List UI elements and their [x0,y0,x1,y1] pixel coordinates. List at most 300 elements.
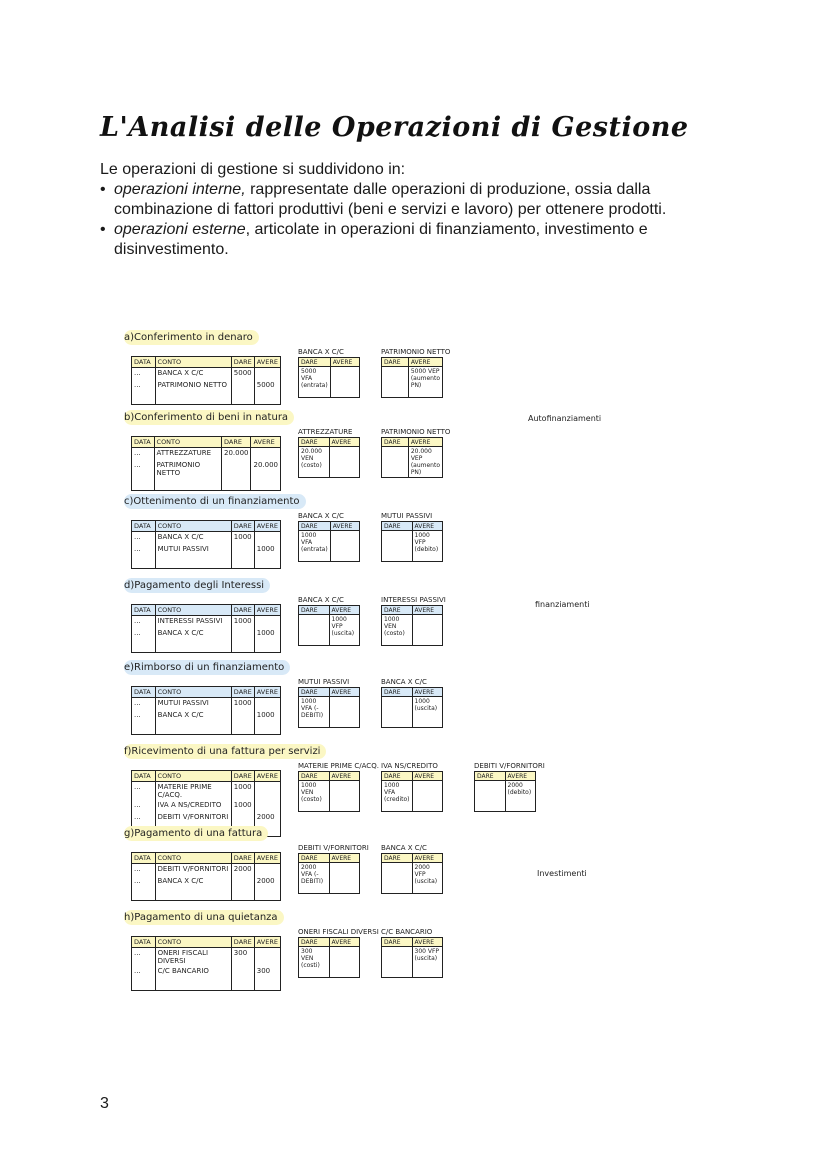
journal-cell: ONERI FISCALI DIVERSI [155,948,231,967]
page-number: 3 [100,1095,109,1112]
side-label: finanziamenti [535,600,590,609]
journal-header-cell: DATA [132,853,156,864]
t-account-avere-value [329,781,360,812]
journal-row [132,710,281,722]
journal-cell [155,392,231,405]
journal-cell: 1000 [254,710,280,722]
t-account-dare-label: DARE [475,772,506,781]
journal-row [132,392,281,405]
t-account-header [299,522,360,531]
journal-cell [254,888,280,901]
journal-table [131,604,281,653]
journal-cell [155,722,231,735]
journal-header-cell: AVERE [254,605,280,616]
t-account-dare-label: DARE [299,938,330,947]
journal-cell: ... [132,380,156,392]
journal-cell: ... [132,800,156,812]
t-account [381,678,443,728]
journal-cell: ... [132,710,156,722]
t-account-name: DEBITI V/FORNITORI [298,844,369,852]
journal-row [132,800,281,812]
section-title: f)Ricevimento di una fattura per servizi [124,744,326,759]
t-account-dare-label: DARE [382,938,413,947]
journal-header-cell: DARE [231,521,254,532]
journal-cell: 1000 [231,532,254,545]
section-title: h)Pagamento di una quietanza [124,910,284,925]
journal-cell: 1000 [231,800,254,812]
t-account-table [381,605,443,646]
journal-row [132,782,281,801]
t-account-avere-label: AVERE [329,438,360,447]
t-account-avere-value [329,863,360,894]
journal-cell: ... [132,782,156,801]
t-account-avere-label: AVERE [329,772,360,781]
bullet-list [100,180,740,260]
t-account-header [299,772,360,781]
t-account-avere-label: AVERE [408,438,442,447]
bullet-emphasis: operazioni interne, [114,181,246,198]
bullet-item [100,220,740,260]
t-account [298,348,360,398]
t-account-avere-label: AVERE [412,772,443,781]
t-account-table [381,771,443,812]
journal-header-row [132,521,281,532]
t-account-dare-value: 1000 VFA (credito) [384,782,410,803]
journal-cell: MATERIE PRIME C/ACQ. [155,782,231,801]
journal-cell [221,460,251,478]
journal-cell: DEBITI V/FORNITORI [155,864,231,877]
journal-header-cell: AVERE [254,937,280,948]
t-account-body [299,947,360,978]
t-account-dare-label: DARE [382,688,413,697]
journal-cell [254,368,280,381]
journal-header-cell: CONTO [155,687,231,698]
t-account-body [299,863,360,894]
t-account-header [382,772,443,781]
journal-cell: PATRIMONIO NETTO [155,380,231,392]
section-title: e)Rimborso di un finanziamento [124,660,290,675]
journal-header-cell: DARE [231,687,254,698]
t-account-body [382,697,443,728]
journal-cell: BANCA X C/C [155,710,231,722]
journal-cell [155,556,231,569]
journal-row [132,978,281,991]
t-account-name: BANCA X C/C [298,348,344,356]
t-account-dare-value [299,615,330,646]
t-account-header [299,688,360,697]
section-title: a)Conferimento in denaro [124,330,259,345]
t-account-table [298,853,360,894]
journal-cell [231,888,254,901]
journal-header-cell: DARE [231,937,254,948]
journal-cell [254,556,280,569]
t-account-avere-value [329,947,360,978]
t-account-dare-label: DARE [299,438,330,447]
t-account [381,762,443,812]
journal-row [132,864,281,877]
journal-table [131,356,281,405]
journal-header-cell: DATA [132,357,156,368]
journal-cell [231,966,254,978]
journal-cell: 1000 [254,544,280,556]
t-account-body [299,615,360,646]
t-account-avere-value: 1000 VFP (uscita) [329,615,360,646]
journal-header-cell: CONTO [155,357,231,368]
journal-header-cell: DATA [132,605,156,616]
t-account-avere-label: AVERE [505,772,536,781]
journal-cell: ... [132,448,155,461]
t-account-body [299,367,360,398]
journal-cell: BANCA X C/C [155,876,231,888]
t-account-dare-value: 300 VEN (costi) [301,948,320,969]
journal-cell [254,722,280,735]
journal-cell [231,978,254,991]
journal-cell [231,392,254,405]
journal-cell: ... [132,864,156,877]
journal-header-cell: AVERE [254,771,280,782]
t-account-name: ONERI FISCALI DIVERSI [298,928,379,936]
journal-row [132,640,281,653]
journal-cell: PATRIMONIO NETTO [154,460,221,478]
journal-table [131,686,281,735]
t-account-dare-label: DARE [382,438,409,447]
t-account-header [382,522,443,531]
t-account-avere-value [330,531,359,562]
journal-cell: 1000 [254,628,280,640]
journal-cell [132,978,156,991]
journal-header-row [132,437,281,448]
t-account-dare-label: DARE [382,522,413,531]
journal-cell: ... [132,812,156,824]
journal-cell [231,640,254,653]
t-account [381,348,450,398]
journal-header-cell: AVERE [251,437,281,448]
t-account-dare-label: DARE [299,606,330,615]
t-account-name: INTERESSI PASSIVI [381,596,446,604]
t-account-avere-value: 1000 (uscita) [412,697,443,728]
journal-cell [251,448,281,461]
bullet-emphasis: operazioni esterne [114,221,246,238]
t-account-dare-value [475,781,506,812]
t-account-dare-label: DARE [299,688,330,697]
t-account-table [298,521,360,562]
journal-row [132,948,281,967]
t-account-body [299,697,360,728]
journal-cell [254,392,280,405]
t-account-avere-label: AVERE [412,938,443,947]
journal-header-cell: AVERE [254,521,280,532]
t-account-dare-value: 20.000 VEN (costo) [301,448,322,469]
journal-cell [254,978,280,991]
journal-header-cell: AVERE [254,357,280,368]
journal-table [131,936,281,991]
t-account-dare-value: 1000 VEN (costo) [301,782,322,803]
t-account-dare-value: 1000 VFA (entrata) [301,532,328,553]
journal-row [132,556,281,569]
t-account-dare-value [382,367,409,398]
t-account-dare-value [382,447,409,478]
t-account [381,928,443,978]
journal-row [132,722,281,735]
t-account-avere-label: AVERE [408,358,442,367]
t-account-avere-value [330,367,359,398]
journal-header-cell: DATA [132,687,156,698]
t-account [381,512,443,562]
journal-cell: ... [132,616,156,629]
journal-cell [132,888,156,901]
t-account-dare-label: DARE [382,358,409,367]
journal-cell: ... [132,948,156,967]
journal-row [132,532,281,545]
t-account-avere-label: AVERE [329,688,360,697]
journal-header-row [132,853,281,864]
t-account-dare-value [382,531,413,562]
journal-header-cell: CONTO [155,853,231,864]
journal-cell [254,782,280,801]
t-account-body [382,367,443,398]
t-account-name: MUTUI PASSIVI [298,678,350,686]
section-title: c)Ottenimento di un finanziamento [124,494,306,509]
journal-row [132,628,281,640]
journal-header-row [132,687,281,698]
journal-cell: 300 [231,948,254,967]
t-account-name: C/C BANCARIO [381,928,433,936]
journal-table [131,520,281,569]
t-account-avere-value: 20.000 VEP (aumento PN) [408,447,442,478]
journal-cell: ATTREZZATURE [154,448,221,461]
journal-header-cell: DARE [231,771,254,782]
t-account-avere-label: AVERE [412,688,443,697]
journal-cell [132,722,156,735]
t-account-dare-value: 1000 VFA (-DEBITI) [301,698,324,719]
t-account [381,844,443,894]
journal-cell [154,478,221,491]
t-account-header [382,358,443,367]
journal-cell [231,380,254,392]
t-account-avere-value: 2000 VFP (uscita) [412,863,443,894]
journal-cell [231,722,254,735]
journal-cell [231,628,254,640]
journal-row [132,616,281,629]
t-account-header [382,854,443,863]
journal-cell [254,640,280,653]
journal-header-cell: AVERE [254,853,280,864]
t-account-avere-label: AVERE [329,938,360,947]
journal-header-cell: DARE [231,605,254,616]
journal-cell: ... [132,698,156,711]
t-account-header [382,606,443,615]
t-account-body [475,781,536,812]
journal-header-cell: CONTO [155,605,231,616]
t-account-name: BANCA X C/C [381,678,427,686]
journal-cell: ... [132,368,156,381]
t-account-name: MUTUI PASSIVI [381,512,433,520]
journal-header-cell: CONTO [155,937,231,948]
journal-header-cell: DATA [132,521,156,532]
journal-header-cell: DATA [132,771,156,782]
journal-cell: ... [132,876,156,888]
journal-cell [155,640,231,653]
t-account-table [474,771,536,812]
journal-cell: 300 [254,966,280,978]
journal-cell: 5000 [254,380,280,392]
journal-cell: 20.000 [221,448,251,461]
t-account-name: BANCA X C/C [381,844,427,852]
t-account-table [381,853,443,894]
journal-cell [254,698,280,711]
t-account-header [475,772,536,781]
journal-cell: INTERESSI PASSIVI [155,616,231,629]
journal-cell [254,800,280,812]
journal-header-cell: CONTO [154,437,221,448]
journal-cell: 2000 [254,812,280,824]
t-account [298,512,360,562]
t-account-avere-value: 1000 VFP (debito) [412,531,443,562]
journal-cell: 1000 [231,616,254,629]
t-account-header [382,688,443,697]
t-account-body [382,863,443,894]
journal-table [131,436,281,491]
journal-cell [231,556,254,569]
t-account-header [382,438,443,447]
journal-cell [251,478,281,491]
journal-cell: 2000 [231,864,254,877]
t-account-header [382,938,443,947]
journal-row [132,544,281,556]
journal-cell: DEBITI V/FORNITORI [155,812,231,824]
journal-header-cell: DATA [132,937,156,948]
t-account-body [382,781,443,812]
journal-cell: ... [132,532,156,545]
t-account-avere-label: AVERE [412,522,443,531]
journal-cell [231,812,254,824]
journal-row [132,888,281,901]
t-account-body [382,447,443,478]
t-account-table [381,521,443,562]
t-account-body [382,531,443,562]
journal-header-cell: DATA [132,437,155,448]
journal-cell: BANCA X C/C [155,368,231,381]
journal-cell: IVA A NS/CREDITO [155,800,231,812]
journal-cell: ... [132,628,156,640]
side-label: Autofinanziamenti [528,414,602,423]
t-account [298,428,360,478]
t-account-header [299,358,360,367]
journal-cell [254,864,280,877]
t-account-avere-label: AVERE [330,522,359,531]
t-account-avere-label: AVERE [329,606,360,615]
t-account-name: MATERIE PRIME C/ACQ. [298,762,379,770]
t-account-table [298,437,360,478]
t-account [298,596,360,646]
journal-cell: ... [132,966,156,978]
t-account [474,762,545,812]
journal-row [132,698,281,711]
t-account-table [381,687,443,728]
t-account-avere-value [329,697,360,728]
journal-row [132,448,281,461]
t-account-avere-value: 5000 VEP (aumento PN) [408,367,442,398]
t-account-avere-label: AVERE [329,854,360,863]
t-account-name: PATRIMONIO NETTO [381,348,451,356]
t-account-dare-label: DARE [299,522,331,531]
t-account-dare-label: DARE [382,854,413,863]
journal-row [132,966,281,978]
t-account-dare-label: DARE [299,854,330,863]
journal-cell [231,710,254,722]
journal-cell [132,478,155,491]
t-account [298,844,369,894]
t-account-name: IVA NS/CREDITO [381,762,438,770]
journal-cell [231,544,254,556]
t-account-name: ATTREZZATURE [298,428,353,436]
t-account-header [299,606,360,615]
t-account-body [382,615,443,646]
journal-header-cell: DARE [231,853,254,864]
journal-cell: MUTUI PASSIVI [155,698,231,711]
bullet-text: , articolate in operazioni di finanziamento, investimento e disinvestimento. [114,221,648,258]
bullet-text: rappresentate dalle operazioni di produzione, ossia dalla combinazione di fattori produttivi (beni e servizi e lavoro) per ottenere prodotti. [114,181,667,218]
t-account-dare-value: 1000 VEN (costo) [384,616,405,637]
t-account-header [299,854,360,863]
journal-cell: 1000 [231,698,254,711]
journal-header-row [132,937,281,948]
journal-cell [254,532,280,545]
t-account-table [298,937,360,978]
t-account-name: BANCA X C/C [298,512,344,520]
t-account-table [298,357,360,398]
t-account-dare-value [382,697,413,728]
journal-header-row [132,605,281,616]
journal-cell [155,978,231,991]
t-account-avere-value [412,781,443,812]
t-account [298,928,379,978]
t-account-body [299,531,360,562]
t-account-dare-label: DARE [382,606,413,615]
journal-cell [132,392,156,405]
t-account-avere-label: AVERE [412,606,443,615]
t-account-dare-label: DARE [299,358,331,367]
section-title: b)Conferimento di beni in natura [124,410,294,425]
journal-header-cell: DARE [221,437,251,448]
intro-text: Le operazioni di gestione si suddividono in: [100,161,406,178]
bullet-item [100,180,740,220]
t-account-avere-value: 2000 (debito) [505,781,536,812]
journal-row [132,368,281,381]
journal-header-cell: DARE [231,357,254,368]
journal-cell [231,876,254,888]
journal-row [132,460,281,478]
journal-cell [155,888,231,901]
journal-cell: 20.000 [251,460,281,478]
journal-cell [221,478,251,491]
t-account-table [298,605,360,646]
t-account-dare-value [382,863,413,894]
journal-cell: MUTUI PASSIVI [155,544,231,556]
journal-cell: 1000 [231,782,254,801]
t-account-header [299,938,360,947]
t-account-avere-label: AVERE [412,854,443,863]
t-account-table [298,687,360,728]
t-account-dare-value: 2000 VFA (-DEBITI) [301,864,324,885]
journal-cell: 2000 [254,876,280,888]
t-account-body [299,781,360,812]
t-account-header [299,438,360,447]
journal-header-cell: CONTO [155,521,231,532]
journal-cell [132,556,156,569]
t-account-dare-label: DARE [299,772,330,781]
t-account-name: BANCA X C/C [298,596,344,604]
